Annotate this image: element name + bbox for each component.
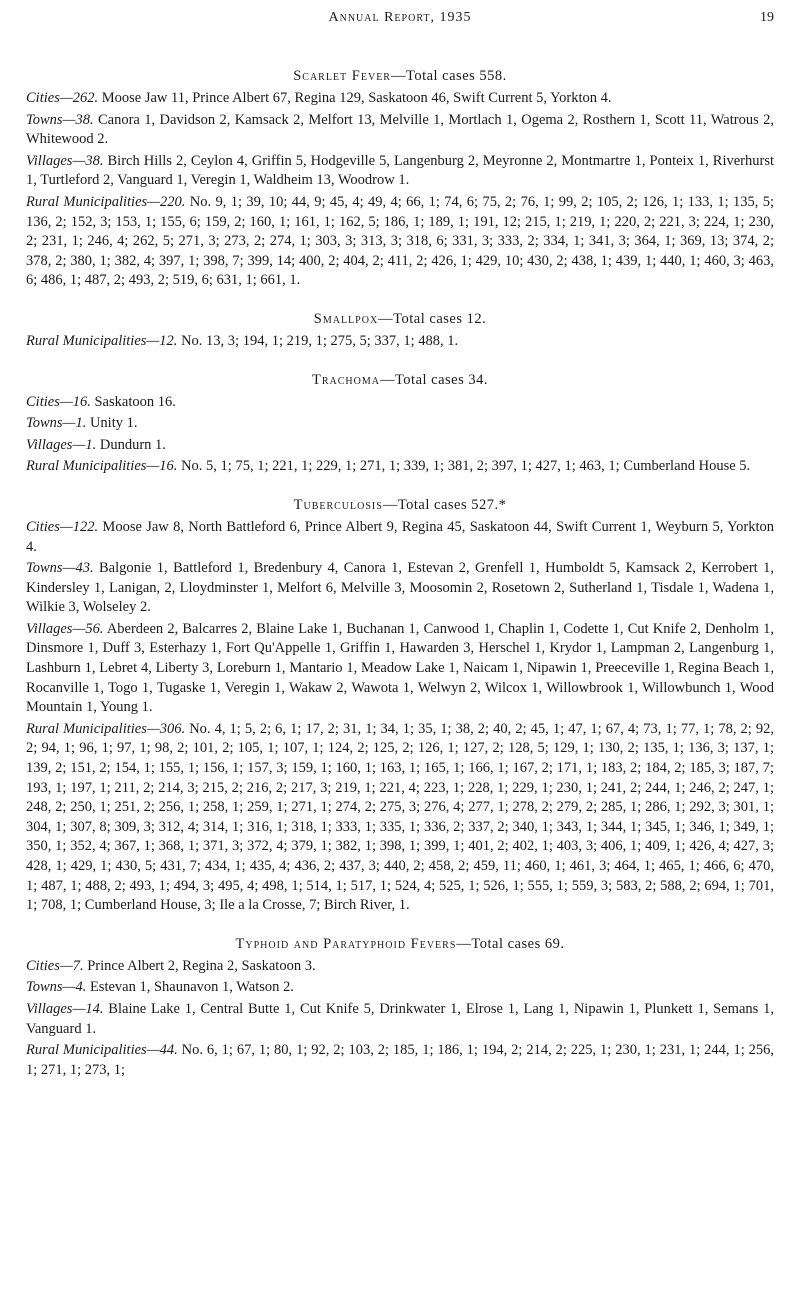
disease-section (26, 497, 774, 916)
category-label: Cities—7. (26, 957, 84, 974)
category-entry (26, 414, 774, 434)
category-text: Saskatoon 16. (90, 393, 176, 410)
category-label: Villages—56. (26, 620, 104, 637)
total-cases: —Total cases 69. (456, 935, 565, 952)
category-label: Towns—4. (26, 979, 87, 996)
disease-name: Scarlet Fever (293, 68, 391, 84)
category-label: Villages—1. (26, 436, 97, 453)
section-heading (26, 68, 774, 85)
disease-name: Trachoma (311, 371, 380, 388)
total-cases: —Total cases 558. (390, 68, 507, 84)
category-entry (26, 720, 774, 916)
category-text: Prince Albert 2, Regina 2, Saskatoon 3. (83, 957, 316, 974)
section-heading (26, 497, 774, 514)
category-text: Birch Hills 2, Ceylon 4, Griffin 5, Hodgeville 5, Langenburg 2, Meyronne 2, Montmartre 1, Ponteix 1, Riverhurst 1, Turtleford 2, Vanguard 1, Veregin 1, Waldheim 13, Woodrow 1. (26, 152, 774, 189)
total-cases: —Total cases 527.* (382, 496, 507, 513)
category-entry (26, 111, 774, 150)
category-text: Aberdeen 2, Balcarres 2, Blaine Lake 1, Buchanan 1, Canwood 1, Chaplin 1, Codette 1, Cut Knife 2, Denholm 1, Dinsmore 1, Duff 3, Esterhazy 1, Fort Qu'Appelle 1, Griffin 1, Hawarden 3, Herschel 1, Krydor 1, Lampman 2, Langenburg 1, Lashburn 1, Lebret 4, Liberty 3, Loreburn 1, Mantario 1, Meadow Lake 1, Naicam 1, Nipawin 1, Preeceville 1, Regina Beach 1, Rocanville 1, Togo 1, Tugaske 1, Veregin 1, Wakaw 2, Wawota 1, Welwyn 2, Wilcox 1, Willowbrook 1, Willowbunch 1, Wood Mountain 1, Young 1. (26, 620, 774, 716)
category-text: Blaine Lake 1, Central Butte 1, Cut Knife 5, Drinkwater 1, Elrose 1, Lang 1, Nipawin 1, Plunkett 1, Semans 1, Vanguard 1. (26, 1000, 774, 1037)
category-text: No. 6, 1; 67, 1; 80, 1; 92, 2; 103, 2; 185, 1; 186, 1; 194, 2; 214, 2; 225, 1; 230, 1; 231, 1; 244, 1; 256, 1; 271, 1; 273, 1; (26, 1042, 775, 1078)
category-label: Rural Municipalities—306. (26, 720, 186, 737)
disease-name: Tuberculosis (293, 496, 383, 513)
disease-section (26, 372, 774, 477)
disease-name: Smallpox (313, 310, 379, 327)
total-cases: —Total cases 12. (378, 310, 487, 327)
category-text: No. 4, 1; 5, 2; 6, 1; 17, 2; 31, 1; 34, 1; 35, 1; 38, 2; 40, 2; 45, 1; 47, 1; 67, 4; 73, 1; 77, 1; 78, 2; 92, 2; 94, 1; 96, 1; 97, 1; 98, 2; 101, 2; 105, 1; 107, 1; 124, 2; 125, 2; 126, 1; 127, 2; 128, 5; 129, 1; 130, 2; 135, 1; 136, 3; 137, 1; 139, 2; 151, 2; 154, 1; 155, 1; 156, 1; 157, 3; 159, 1; 160, 1; 163, 1; 165, 1; 166, 1; 167, 2; 171, 1; 183, 2; 184, 2; 185, 3; 187, 7; 193, 1; 197, 1; 211, 2; 214, 3; 215, 2; 216, 2; 217, 3; 219, 1; 221, 4; 223, 1; 228, 1; 229, 1; 230, 1; 241, 2; 244, 1; 246, 2; 247, 1; 248, 2; 250, 1; 251, 2; 256, 1; 258, 1; 259, 1; 271, 1; 274, 2; 275, 3; 276, 4; 277, 1; 278, 2; 279, 2; 285, 1; 286, 1; 292, 3; 301, 1; 304, 1; 307, 8; 309, 3; 312, 4; 314, 1; 316, 1; 318, 1; 333, 1; 335, 1; 336, 2; 337, 2; 340, 1; 343, 1; 344, 1; 345, 1; 346, 1; 349, 1; 350, 1; 352, 4; 367, 1; 368, 1; 371, 3; 372, 4; 379, 1; 382, 1; 398, 1; 399, 1; 401, 2; 402, 1; 403, 3; 406, 1; 409, 1; 426, 4; 427, 3; 428, 1; 429, 1; 430, 5; 431, 7; 434, 1; 435, 4; 436, 2; 437, 3; 440, 2; 458, 2; 459, 11; 460, 1; 461, 3; 464, 1; 465, 1; 466, 6; 470, 1; 487, 1; 488, 2; 493, 1; 494, 3; 495, 4; 498, 1; 514, 1; 517, 1; 524, 4; 525, 1; 526, 1; 555, 1; 559, 3; 583, 2; 588, 2; 694, 1; 701, 1; 708, 1; Cumberland House, 3; Ile a la Crosse, 7; Birch River, 1. (26, 720, 775, 914)
category-label: Towns—1. (26, 415, 87, 432)
category-text: No. 9, 1; 39, 10; 44, 9; 45, 4; 49, 4; 66, 1; 74, 6; 75, 2; 76, 1; 99, 2; 105, 2; 126, 1; 133, 1; 135, 5; 136, 2; 152, 3; 153, 1; 155, 6; 159, 2; 160, 1; 161, 1; 162, 5; 186, 1; 189, 1; 191, 12; 215, 1; 219, 1; 220, 2; 221, 3; 224, 1; 230, 2; 231, 1; 246, 4; 262, 5; 271, 3; 273, 2; 274, 1; 303, 3; 313, 3; 318, 6; 331, 3; 333, 2; 334, 1; 341, 3; 364, 1; 369, 13; 374, 2; 378, 2; 380, 1; 382, 4; 397, 1; 398, 7; 399, 14; 400, 2; 404, 2; 411, 2; 426, 1; 429, 10; 430, 2; 438, 1; 439, 1; 440, 1; 460, 3; 463, 6; 486, 1; 487, 2; 493, 2; 519, 6; 631, 1; 661, 1. (26, 193, 775, 289)
running-title: Annual Report, 1935 (328, 10, 472, 25)
category-entry (26, 152, 774, 191)
category-label: Cities—122. (26, 518, 99, 535)
category-label: Villages—14. (26, 1000, 104, 1017)
category-entry (26, 559, 774, 618)
category-label: Towns—43. (26, 560, 94, 577)
category-text: No. 5, 1; 75, 1; 221, 1; 229, 1; 271, 1; 339, 1; 381, 2; 397, 1; 427, 1; 463, 1; Cumberland House 5. (177, 458, 751, 475)
total-cases: —Total cases 34. (379, 371, 489, 388)
category-label: Rural Municipalities—16. (26, 458, 178, 475)
page-header (26, 0, 774, 30)
category-entry (26, 620, 774, 718)
category-entry (26, 957, 774, 977)
category-entry (26, 457, 774, 477)
category-label: Cities—16. (26, 393, 91, 410)
category-entry (26, 1041, 774, 1080)
category-text: Balgonie 1, Battleford 1, Bredenbury 4, Canora 1, Estevan 2, Grenfell 1, Humboldt 5, Kamsack 2, Kerrobert 1, Kindersley 1, Lanigan, 2, Lloydminster 1, Melfort 6, Melville 3, Moosomin 2, Rosetown 2, Sutherland 1, Tisdale 1, Wadena 1, Wilkie 3, Wolseley 2. (26, 560, 774, 616)
disease-section (26, 936, 774, 1081)
disease-sections (26, 68, 774, 1080)
category-text: Dundurn 1. (96, 436, 166, 453)
category-text: Moose Jaw 11, Prince Albert 67, Regina 129, Saskatoon 46, Swift Current 5, Yorkton 4. (98, 90, 612, 106)
section-heading (26, 311, 774, 328)
category-label: Rural Municipalities—12. (26, 332, 178, 349)
category-text: Canora 1, Davidson 2, Kamsack 2, Melfort 13, Melville 1, Mortlach 1, Ogema 2, Rosthern 1, Scott 11, Watrous 2, Whitewood 2. (26, 111, 774, 148)
category-entry (26, 518, 774, 557)
category-text: Estevan 1, Shaunavon 1, Watson 2. (86, 979, 294, 996)
category-entry (26, 89, 774, 109)
section-heading (26, 936, 774, 953)
disease-section (26, 311, 774, 352)
category-label: Cities—262. (26, 90, 99, 106)
category-text: Unity 1. (86, 415, 138, 432)
category-entry (26, 393, 774, 413)
category-entry (26, 978, 774, 998)
category-label: Rural Municipalities—220. (26, 193, 186, 210)
disease-section (26, 68, 774, 291)
category-entry (26, 332, 774, 352)
section-heading (26, 372, 774, 389)
category-entry (26, 1000, 774, 1039)
page-number: 19 (760, 10, 774, 25)
category-text: No. 13, 3; 194, 1; 219, 1; 275, 5; 337, 1; 488, 1. (177, 332, 459, 349)
disease-name: Typhoid and Paratyphoid Fevers (235, 935, 457, 952)
category-label: Towns—38. (26, 111, 94, 128)
category-label: Rural Municipalities—44. (26, 1042, 178, 1059)
category-entry (26, 436, 774, 456)
category-entry (26, 193, 774, 291)
category-text: Moose Jaw 8, North Battleford 6, Prince Albert 9, Regina 45, Saskatoon 44, Swift Current 1, Weyburn 5, Yorkton 4. (26, 518, 774, 555)
category-label: Villages—38. (26, 152, 104, 169)
